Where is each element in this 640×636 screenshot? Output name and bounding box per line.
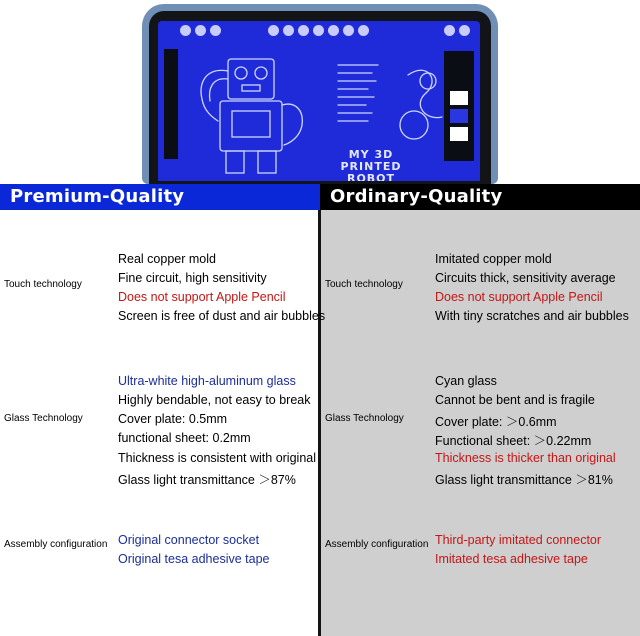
ordinary-quality-header (320, 184, 640, 210)
premium-assembly-line: Original tesa adhesive tape (118, 552, 270, 566)
tablet-bezel (149, 11, 491, 184)
ordinary-glass-line: Cyan glass (435, 374, 497, 388)
premium-glass-line: Cover plate: 0.5mm (118, 412, 228, 426)
premium-glass-line: Thickness is consistent with original (118, 451, 316, 465)
ordinary-glass-label: Glass Technology (325, 413, 404, 424)
premium-assembly-line: Original connector socket (118, 533, 260, 547)
ordinary-touch-line: Circuits thick, sensitivity average (435, 271, 616, 285)
premium-glass-line: Glass light transmittance ＞87% (118, 473, 296, 487)
premium-assembly-label: Assembly configuration (4, 539, 108, 550)
ordinary-glass-line: Cover plate: ＞0.6mm (435, 415, 557, 429)
ordinary-assembly-line: Imitated tesa adhesive tape (435, 552, 588, 566)
premium-glass-line: functional sheet: 0.2mm (118, 431, 251, 445)
ordinary-quality-title: Ordinary-Quality (330, 186, 503, 207)
premium-touch-label: Touch technology (4, 279, 82, 290)
premium-touch-line: Real copper mold (118, 252, 216, 266)
ordinary-touch-line: Does not support Apple Pencil (435, 290, 603, 304)
premium-glass-label: Glass Technology (4, 413, 83, 424)
ordinary-touch-label: Touch technology (325, 279, 403, 290)
premium-touch-line: Does not support Apple Pencil (118, 290, 286, 304)
ordinary-touch-line: With tiny scratches and air bubbles (435, 309, 629, 323)
ordinary-glass-line: Functional sheet: ＞0.22mm (435, 434, 592, 448)
screen-caption: MY 3D PRINTED ROBOT (340, 148, 402, 181)
premium-quality-title: Premium-Quality (10, 186, 185, 207)
premium-touch-line: Screen is free of dust and air bubbles (118, 309, 326, 323)
premium-glass-line: Ultra-white high-aluminum glass (118, 374, 296, 388)
premium-glass-line: Highly bendable, not easy to break (118, 393, 311, 407)
ordinary-assembly-line: Third-party imitated connector (435, 533, 602, 547)
column-divider (318, 210, 321, 636)
tablet-device (142, 4, 498, 184)
ordinary-glass-line: Cannot be bent and is fragile (435, 393, 595, 407)
ordinary-touch-line: Imitated copper mold (435, 252, 552, 266)
tablet-screen (158, 21, 480, 181)
ordinary-assembly-label: Assembly configuration (325, 539, 429, 550)
ordinary-glass-line: Thickness is thicker than original (435, 451, 616, 465)
robot-blueprint-drawing (158, 21, 480, 181)
product-hero (0, 0, 640, 184)
ordinary-glass-line: Glass light transmittance ＞81% (435, 473, 613, 487)
premium-touch-line: Fine circuit, high sensitivity (118, 271, 267, 285)
premium-quality-header (0, 184, 320, 210)
